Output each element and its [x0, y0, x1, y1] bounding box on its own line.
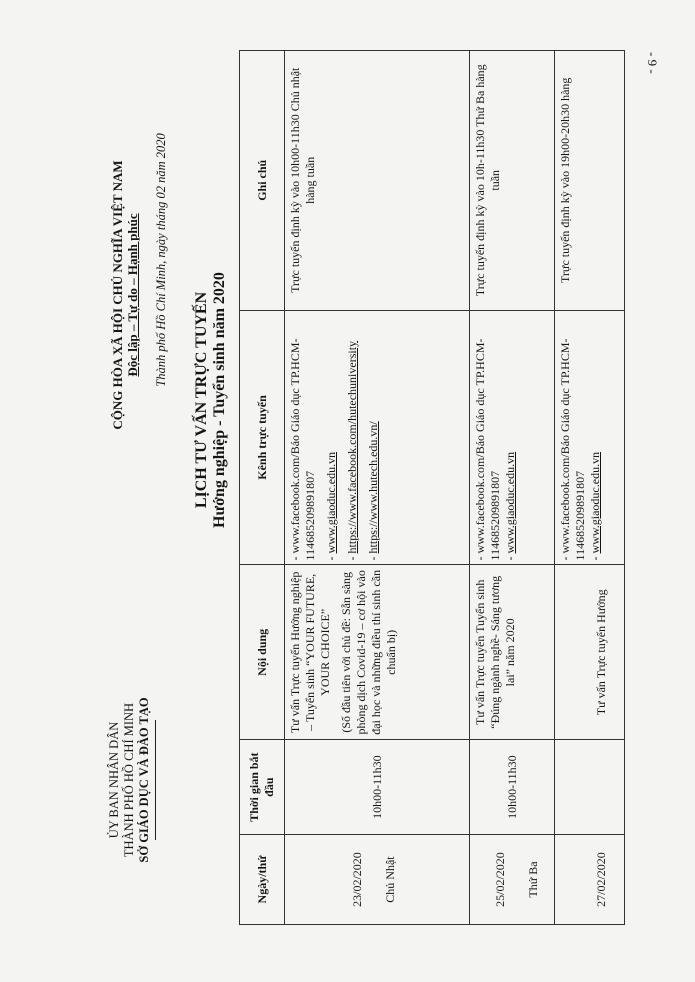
- row-note: Trực tuyến định kỳ vào 19h00-20h30 hàng: [555, 51, 625, 311]
- row-note: Trực tuyến định kỳ vào 10h-11h30 Thứ Ba hàng tuần: [470, 51, 555, 311]
- row-content-cell: [285, 565, 470, 740]
- row-channel-cell: - www.facebook.com/Báo Giáo dục TP.HCM-114685209891807 - www.giaoduc.edu.vn: [470, 310, 555, 565]
- authority-line-3: SỞ GIÁO DỤC VÀ ĐÀO TẠO: [137, 697, 151, 863]
- authority-underline: [155, 720, 156, 840]
- row-weekday: Chủ Nhật: [383, 856, 397, 903]
- channel-facebook: - www.facebook.com/Báo Giáo dục TP.HCM-114685209891807: [558, 338, 587, 561]
- row-content-extra: (Số đầu tiên với chủ đề: Sẵn sàng phòng dịch Covid-19 – cơ hội vào đại học và những điều thí sinh cần chuẩn bị): [339, 569, 398, 735]
- channel-facebook: - www.facebook.com/Báo Giáo dục TP.HCM-114685209891807: [473, 338, 502, 561]
- channel-giaoduc-link[interactable]: www.giaoduc.edu.vn: [503, 451, 517, 554]
- row-time: 10h00-11h30: [470, 740, 555, 835]
- table-row: [470, 51, 555, 925]
- schedule-title: [193, 150, 229, 650]
- page-number: - 9 -: [645, 52, 660, 74]
- schedule-table: [239, 50, 625, 925]
- row-content: Tư vấn Trực tuyến Hướng: [594, 589, 608, 716]
- national-title: CỘNG HÒA XÃ HỘI CHỦ NGHĨA VIỆT NAM: [110, 160, 125, 430]
- channel-hutech-website-link[interactable]: https://www.hutech.edu.vn/: [366, 421, 380, 554]
- row-weekday: Thứ Ba: [526, 861, 540, 898]
- schedule-title-line-2: Hướng nghiệp - Tuyển sinh năm 2020: [211, 272, 228, 528]
- place-date: Thành phố Hồ Chí Minh, ngày tháng 02 năm 2020: [154, 133, 168, 387]
- header-note: Ghi chú: [240, 51, 285, 311]
- row-time: [555, 740, 625, 835]
- row-date: 23/02/2020: [350, 852, 364, 907]
- document-page: [65, 20, 630, 950]
- row-content: Tư vấn Trực tuyến Hướng nghiệp – Tuyển sinh “YOUR FUTURE, YOUR CHOICE”: [288, 571, 332, 734]
- row-date-cell: [555, 835, 625, 925]
- row-channel-cell: - www.facebook.com/Báo Giáo dục TP.HCM-114685209891807 - www.giaoduc.edu.vn: [555, 310, 625, 565]
- table-header-row: [240, 51, 285, 925]
- row-time: 10h00-11h30: [285, 740, 470, 835]
- authority-line-2: THÀNH PHỐ HỒ CHÍ MINH: [122, 702, 136, 858]
- row-date-cell: [285, 835, 470, 925]
- national-motto: Độc lập – Tự do – Hạnh phúc: [125, 213, 140, 377]
- authority-line-1: ỦY BAN NHÂN DÂN: [107, 721, 121, 839]
- channel-hutech-facebook-link[interactable]: https://www.facebook.com/hutechuniversity: [345, 340, 359, 554]
- channel-giaoduc-link[interactable]: www.giaoduc.edu.vn: [324, 451, 338, 554]
- header-content: Nội dung: [240, 565, 285, 740]
- header-channel: Kênh trực tuyến: [240, 310, 285, 565]
- table-row: [285, 51, 470, 925]
- row-date-cell: [470, 835, 555, 925]
- header-time: Thời gian bắt đầu: [240, 740, 285, 835]
- table-row: [555, 51, 625, 925]
- header-date: Ngày/thứ: [240, 835, 285, 925]
- row-content-cell: [555, 565, 625, 740]
- issuing-authority: [107, 650, 156, 910]
- channel-giaoduc-link[interactable]: www.giaoduc.edu.vn: [588, 451, 602, 554]
- national-header: [110, 35, 140, 555]
- row-channel-cell: - www.facebook.com/Báo Giáo dục TP.HCM-114685209891807 - www.giaoduc.edu.vn - https://www.facebook.com/hutechuniversity - https://www.hutech.edu.vn/: [285, 310, 470, 565]
- row-date: 27/02/2020: [594, 852, 608, 907]
- channel-facebook: - www.facebook.com/Báo Giáo dục TP.HCM-114685209891807: [288, 338, 317, 561]
- schedule-title-line-1: LỊCH TƯ VẤN TRỰC TUYẾN: [193, 291, 210, 509]
- row-date: 25/02/2020: [493, 852, 507, 907]
- row-content: Tư vấn Trực tuyến Tuyển sinh “Đúng ngành nghề- Sáng tương lai” năm 2020: [470, 565, 555, 740]
- row-note: Trực tuyến định kỳ vào 10h00-11h30 Chủ nhật hàng tuần: [285, 51, 470, 311]
